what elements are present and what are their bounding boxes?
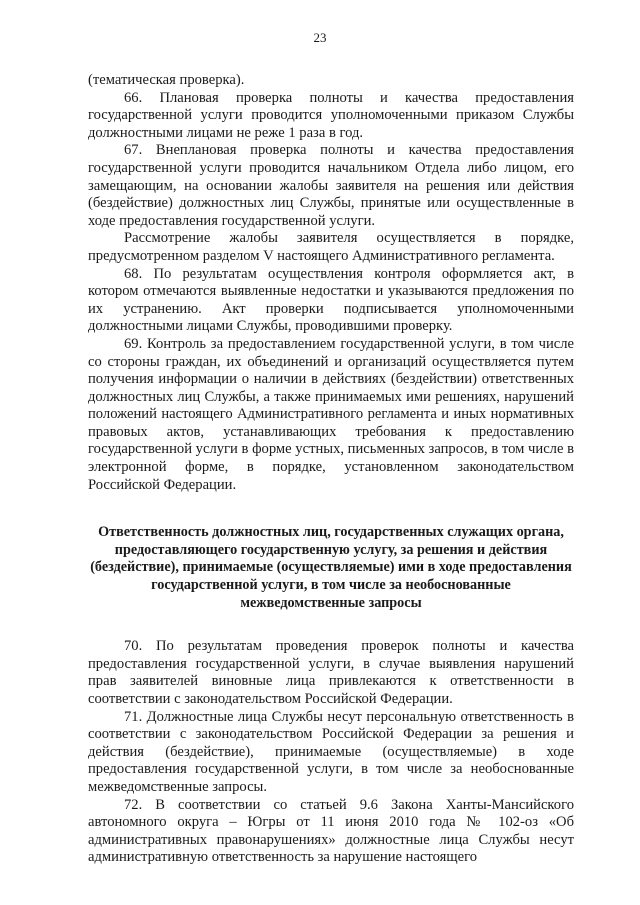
page-number: 23 [313,30,327,45]
paragraph-70: 70. По результатам проведения проверок полноты и качества предоставления государственной услуги, в случае выявления нарушений прав заявителей виновные лица привлекаются к ответственности в соответствии с законодательством Российской Федерации. [88,638,574,707]
paragraph-71: 71. Должностные лица Службы несут персональную ответственность в соответствии с законодательством Российской Федерации за решения и действия (бездействие), принимаемые (осуществляемые) в ходе предоставления государственной услуги, в том числе за необоснованные межведомственные запросы. [88,708,574,795]
paragraph-69: 69. Контроль за предоставлением государственной услуги, в том числе со стороны граждан, их объединений и организаций осуществляется путем получения информации о наличии в действиях (бездействии) ответственных должностных лиц Службы, а также принимаемых ими решениях, нарушений положений настоящего Административного регламента и иных нормативных правовых актов, устанавливающих требования к предоставлению государственной услуги в форме устных, письменных запросов, в том числе в электронной форме, в порядке, установленном законодательством Российской Федерации. [88,335,574,493]
paragraph-72: 72. В соответствии со статьей 9.6 Закона Ханты-Мансийского автономного округа – Югры от 11 июня 2010 года № 102-оз «Об административных правонарушениях» должностные лица Службы несут административную ответственность за нарушение настоящего [88,796,574,866]
document-body [88,72,574,867]
paragraph-complaint-review: Рассмотрение жалобы заявителя осуществляется в порядке, предусмотренном разделом V настоящего Административного регламента. [88,230,574,264]
paragraph-67: 67. Внеплановая проверка полноты и качества предоставления государственной услуги проводится начальником Отдела либо лицом, его замещающим, на основании жалобы заявителя на решения или действия (бездействие) должностных лиц Службы, принятые или осуществленные в ходе предоставления государственной услуги. [88,142,574,229]
paragraph-68: 68. По результатам осуществления контроля оформляется акт, в котором отмечаются выявленные недостатки и указываются предложения по их устранению. Акт проверки подписывается уполномоченными должностными лицами Службы, проводившими проверку. [88,265,574,335]
section-heading: Ответственность должностных лиц, государственных служащих органа, предоставляющего государственную услугу, за решения и действия (бездействие), принимаемые (осуществляемые) ими в ходе предоставления государственной услуги, в том числе за необоснованные межведомственные запросы [90,524,572,611]
paragraph-continuation: (тематическая проверка). [88,72,245,88]
paragraph-66: 66. Плановая проверка полноты и качества предоставления государственной услуги проводится уполномоченными приказом Службы должностными лицами не реже 1 раза в год. [88,89,574,141]
